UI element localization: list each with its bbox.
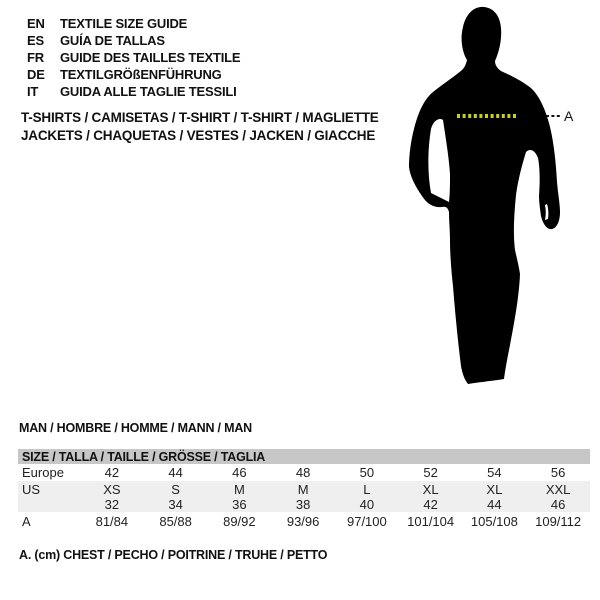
man-silhouette-figure bbox=[400, 0, 595, 400]
measure-label-a: A bbox=[564, 108, 574, 124]
size-cell: 32 bbox=[104, 497, 120, 512]
size-cell: XS bbox=[103, 481, 121, 497]
language-label: GUIDE DES TAILLES TEXTILE bbox=[60, 50, 241, 65]
size-cell: 81/84 bbox=[95, 513, 129, 529]
size-cell: 48 bbox=[295, 465, 311, 480]
garment-categories bbox=[21, 109, 379, 145]
size-cell: XL bbox=[486, 481, 503, 497]
size-cell: 93/96 bbox=[286, 513, 320, 529]
size-table bbox=[18, 449, 590, 530]
language-code: IT bbox=[27, 84, 39, 99]
section-title-man: MAN / HOMBRE / HOMME / MANN / MAN bbox=[19, 421, 252, 435]
row-label: A bbox=[22, 513, 31, 529]
size-cell: 52 bbox=[423, 465, 438, 480]
size-cell: 34 bbox=[168, 497, 183, 512]
language-row bbox=[27, 66, 240, 83]
size-cell: 56 bbox=[550, 465, 566, 480]
size-cell: 44 bbox=[487, 497, 502, 512]
size-cell: 42 bbox=[423, 497, 438, 512]
row-label: US bbox=[22, 481, 41, 497]
size-cell: 38 bbox=[295, 497, 311, 512]
language-guide bbox=[27, 15, 240, 100]
language-row bbox=[27, 83, 240, 100]
language-row bbox=[27, 49, 240, 66]
size-table-header: SIZE / TALLA / TAILLE / GRÖSSE / TAGLIA bbox=[18, 449, 590, 464]
language-label: GUIDA ALLE TAGLIE TESSILI bbox=[60, 84, 237, 99]
size-cell: 101/104 bbox=[407, 513, 455, 529]
size-cell: 46 bbox=[550, 497, 566, 512]
size-cell: XL bbox=[422, 481, 439, 497]
size-cell: 109/112 bbox=[535, 513, 582, 529]
table-row-europe bbox=[18, 464, 590, 481]
category-jackets: JACKETS / CHAQUETAS / VESTES / JACKEN / GIACCHE bbox=[21, 128, 376, 143]
size-cell: 105/108 bbox=[470, 513, 518, 529]
size-cell: 46 bbox=[232, 465, 247, 480]
language-code: FR bbox=[27, 50, 44, 65]
language-row bbox=[27, 32, 240, 49]
table-row-us bbox=[18, 481, 590, 497]
size-cell: M bbox=[233, 481, 245, 497]
size-cell: S bbox=[171, 481, 180, 497]
measurement-footnote: A. (cm) CHEST / PECHO / POITRINE / TRUHE / PETTO bbox=[19, 548, 328, 562]
language-label: GUÍA DE TALLAS bbox=[60, 33, 165, 48]
row-label: Europe bbox=[22, 465, 64, 480]
language-code: ES bbox=[27, 33, 44, 48]
size-cell: 85/88 bbox=[159, 513, 192, 529]
language-code: EN bbox=[27, 16, 45, 31]
size-cell: 42 bbox=[104, 465, 120, 480]
language-code: DE bbox=[27, 67, 45, 82]
category-tshirts: T-SHIRTS / CAMISETAS / T-SHIRT / T-SHIRT / MAGLIETTE bbox=[21, 110, 379, 125]
size-cell: 44 bbox=[168, 465, 183, 480]
size-cell: 36 bbox=[232, 497, 247, 512]
man-silhouette bbox=[409, 7, 560, 384]
size-cell: L bbox=[363, 481, 371, 497]
language-label: TEXTILGRÖßENFÜHRUNG bbox=[60, 67, 222, 82]
size-cell: 40 bbox=[359, 497, 375, 512]
size-cell: M bbox=[297, 481, 309, 497]
table-row-uk bbox=[18, 497, 590, 512]
table-row-chest-a bbox=[18, 512, 590, 530]
size-cell: XXL bbox=[545, 481, 571, 497]
language-row bbox=[27, 15, 240, 32]
size-cell: 54 bbox=[487, 465, 502, 480]
size-cell: 50 bbox=[359, 465, 375, 480]
size-cell: 89/92 bbox=[223, 513, 256, 529]
size-cell: 97/100 bbox=[346, 513, 387, 529]
language-label: TEXTILE SIZE GUIDE bbox=[60, 16, 188, 31]
